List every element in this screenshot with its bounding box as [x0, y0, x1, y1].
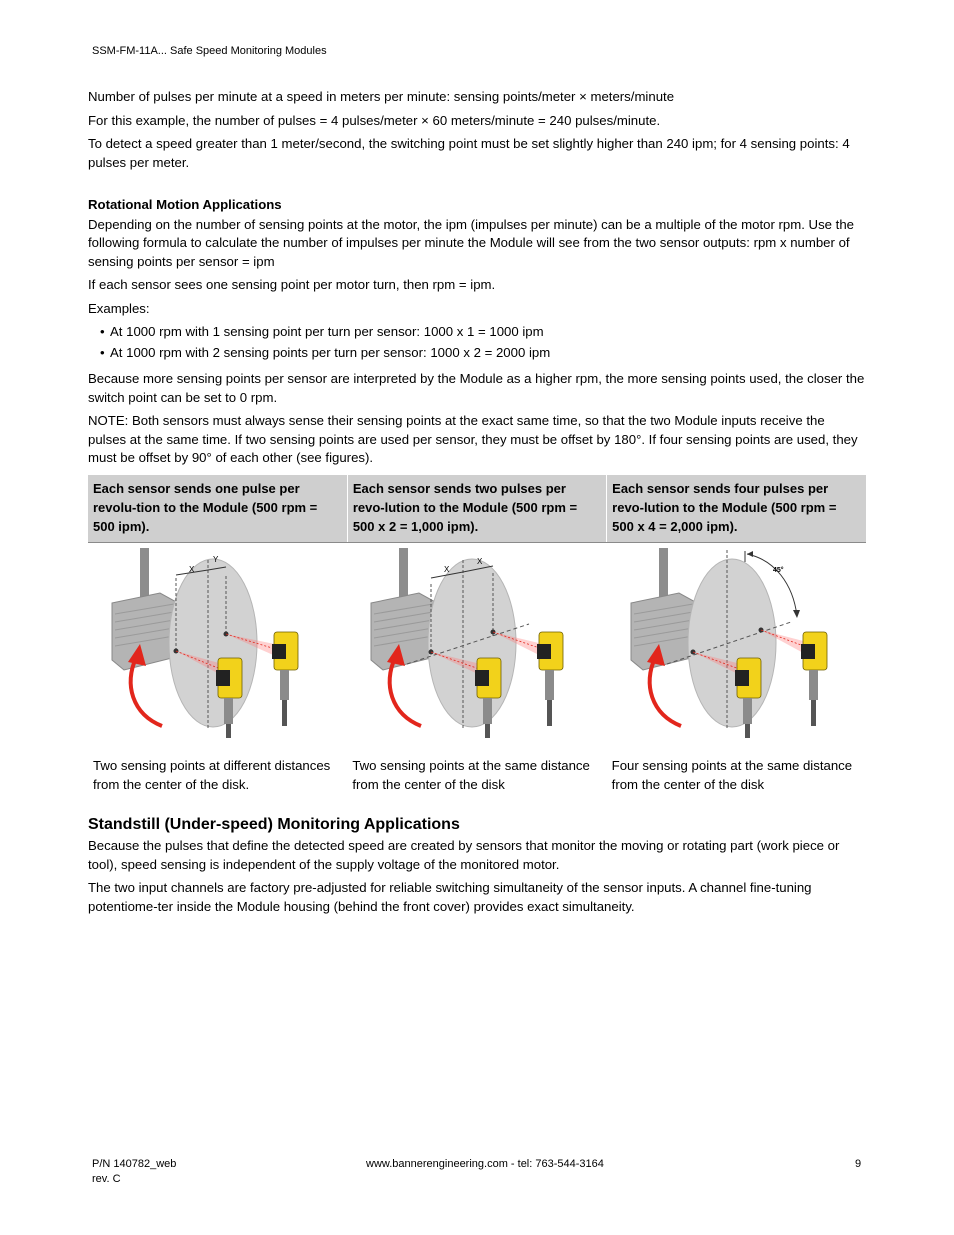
rotation-arrow-icon — [131, 658, 162, 726]
distance-label-x: X — [444, 564, 450, 574]
paragraph: Number of pulses per minute at a speed in meters per minute: sensing points/meter × meters/minute — [88, 89, 675, 104]
list-item — [88, 323, 866, 342]
sensor-disk-illustration-2 — [347, 548, 587, 738]
table-header-cell: Each sensor sends one pulse per revolu-tion to the Module (500 rpm = 500 ipm). — [88, 475, 347, 543]
footer-contact: www.bannerengineering.com - tel: 763-544-3164 — [366, 1158, 604, 1170]
footer-part-info — [92, 1157, 176, 1187]
sensor-icon — [537, 632, 563, 726]
list-item — [88, 344, 866, 363]
bullet: • — [100, 324, 105, 339]
revision: rev. C — [92, 1173, 121, 1185]
bullet: • — [100, 344, 105, 360]
distance-label-x: X — [477, 556, 483, 566]
table-header-cell: Each sensor sends four pulses per revo-lution to the Module (500 rpm = 500 x 4 = 2,000 ipm). — [607, 475, 866, 543]
paragraph: NOTE: Both sensors must always sense their sensing points at the exact same time, so that the two Module inputs receive the pulses at the same time. If two sensing points are used per sensor, they must be offset by 180°. If four sensing points are used, they must be offset by 90° of each other (see figures). — [88, 413, 858, 465]
table-header-cell: Each sensor sends two pulses per revo-lution to the Module (500 rpm = 500 x 2 = 1,000 ipm). — [347, 475, 606, 543]
list-item-text: At 1000 rpm with 2 sensing points per turn per sensor: 1000 x 2 = 2000 ipm — [110, 344, 551, 360]
section-heading-rotational: Rotational Motion Applications — [88, 197, 282, 212]
figure-cell — [347, 542, 606, 746]
part-number: P/N 140782_web — [92, 1158, 177, 1170]
running-header: SSM-FM-11A... Safe Speed Monitoring Modules — [92, 45, 327, 57]
page-number: 9 — [855, 1158, 862, 1170]
examples-list — [88, 323, 866, 362]
page-content — [88, 88, 866, 921]
figure-cell — [88, 542, 347, 746]
section-heading-standstill: Standstill (Under-speed) Monitoring Applications — [88, 815, 460, 833]
list-item-text: At 1000 rpm with 1 sensing point per turn per sensor: 1000 x 1 = 1000 ipm — [110, 324, 544, 339]
figure-table — [88, 475, 866, 794]
paragraph: The two input channels are factory pre-adjusted for reliable switching simultaneity of the sensor inputs. A channel fine-tuning potentiome-ter inside the Module housing (behind the front cover) provides exact simultaneity. — [88, 880, 812, 914]
sensor-icon — [272, 632, 298, 726]
sensor-icon — [801, 632, 827, 726]
paragraph: For this example, the number of pulses = 4 pulses/meter × 60 meters/minute = 240 pulses/minute. — [88, 112, 661, 128]
distance-label-y: Y — [213, 554, 219, 564]
paragraph: To detect a speed greater than 1 meter/second, the switching point must be set slightly higher than 240 ipm; for 4 sensing points: 4 pulses per meter. — [88, 136, 850, 170]
angle-label: 45° — [772, 566, 784, 574]
figure-caption: Two sensing points at different distances from the center of the disk. — [93, 757, 331, 792]
distance-label-x: X — [189, 564, 195, 574]
paragraph: If each sensor sees one sensing point per motor turn, then rpm = ipm. — [88, 277, 496, 292]
paragraph: Depending on the number of sensing points at the motor, the ipm (impulses per minute) can be a multiple of the motor rpm. Use the following formula to calculate the number of impulses per minute the Module will see from the two sensor outputs: rpm x number of sensing points per sensor = ipm — [88, 216, 855, 269]
sensor-disk-illustration-3 — [607, 548, 847, 738]
rotation-arrow-icon — [390, 658, 421, 726]
paragraph: Because more sensing points per sensor are interpreted by the Module as a higher rpm, the more sensing points used, the closer the switch point can be set to 0 rpm. — [88, 371, 865, 405]
figure-caption: Two sensing points at the same distance from the center of the disk — [352, 757, 590, 792]
paragraph: Examples: — [88, 300, 150, 316]
paragraph: Because the pulses that define the detected speed are created by sensors that monitor the moving or rotating part (work piece or tool), speed sensing is independent of the supply voltage of the monitored motor. — [88, 838, 840, 872]
sensor-disk-illustration-1 — [88, 548, 328, 738]
rotation-arrow-icon — [649, 658, 680, 726]
figure-cell — [607, 542, 866, 746]
figure-caption: Four sensing points at the same distance from the center of the disk — [611, 757, 853, 792]
